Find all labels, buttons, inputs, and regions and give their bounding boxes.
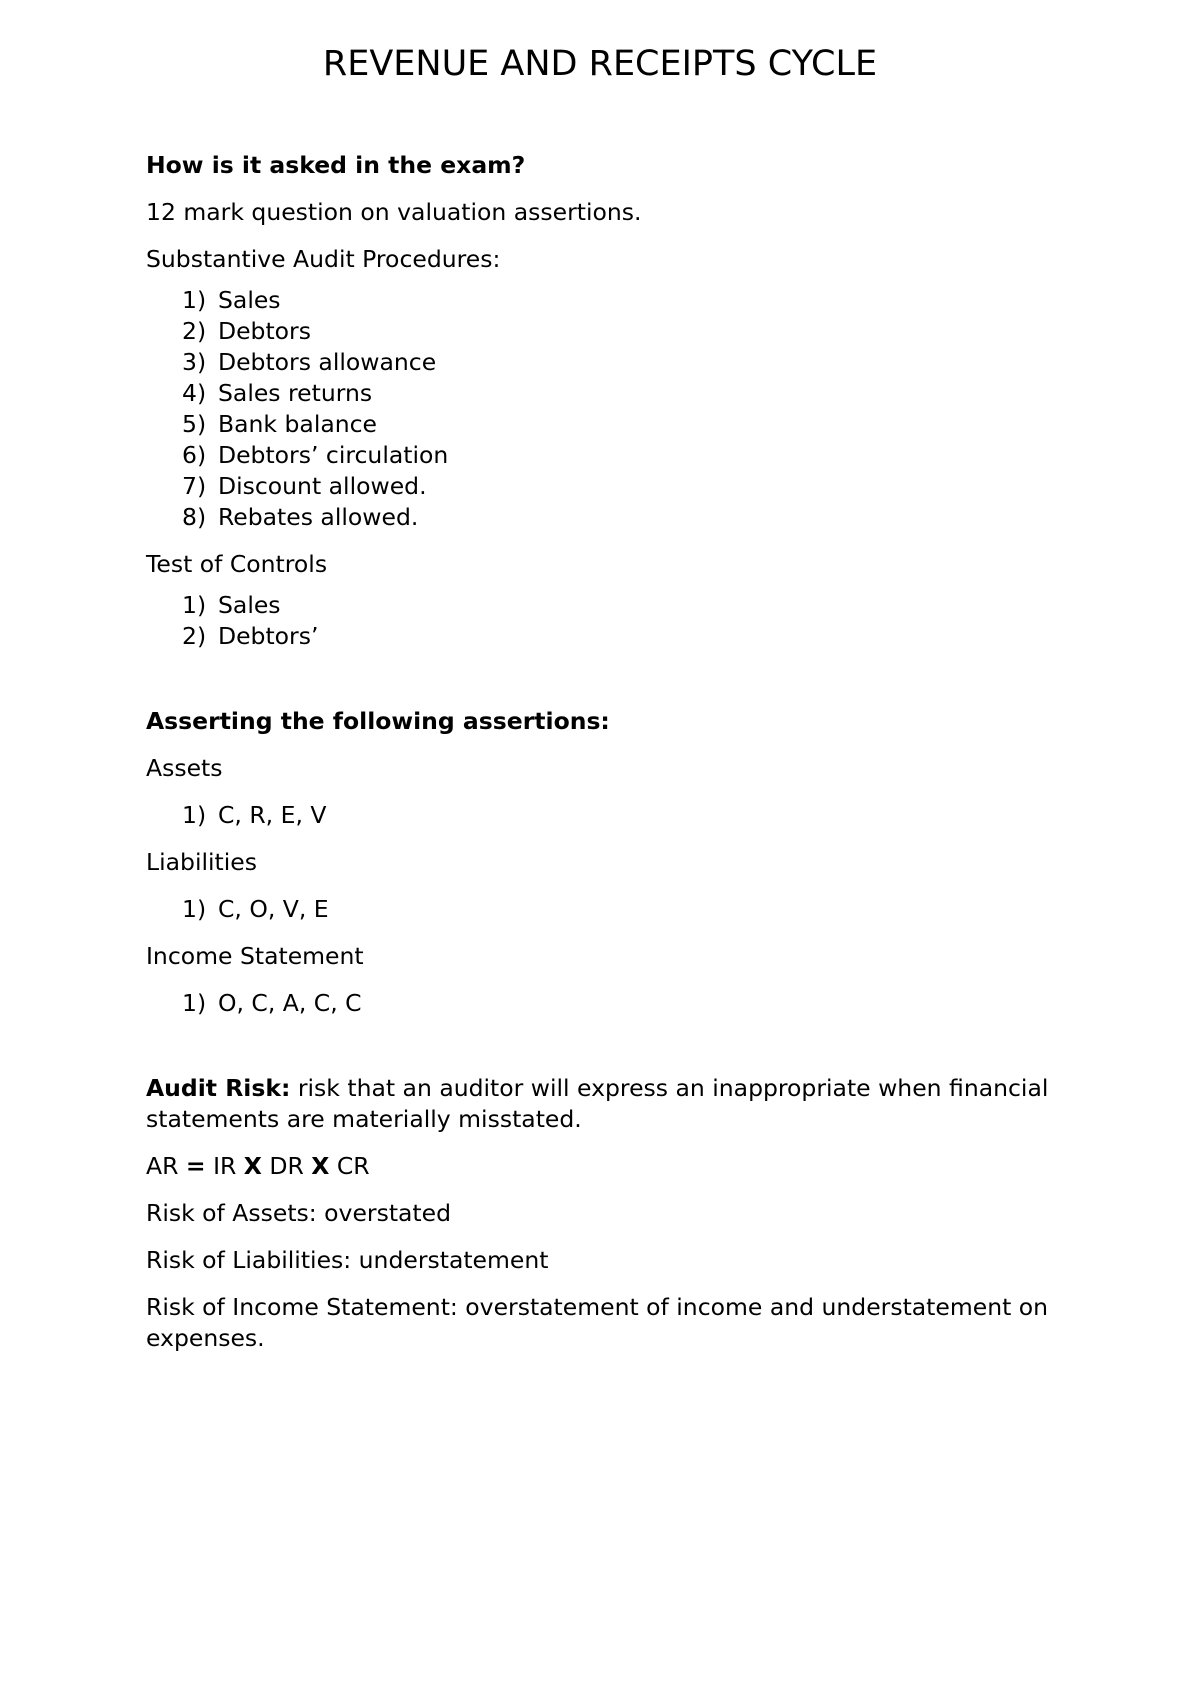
assertions-heading: Asserting the following assertions: <box>146 707 610 735</box>
exam-description: 12 mark question on valuation assertions. <box>146 198 642 226</box>
audit-risk-formula: AR = IR X DR X CR <box>146 1152 370 1180</box>
list-item: 8) Rebates allowed. <box>182 503 419 531</box>
list-item: 5) Bank balance <box>182 410 378 438</box>
liabilities-list <box>146 894 1066 925</box>
income-list <box>146 988 1066 1019</box>
controls-list <box>146 590 1066 652</box>
substantive-list <box>146 285 1066 533</box>
list-item: 2) Debtors’ <box>182 622 319 650</box>
document-body <box>146 150 1066 1370</box>
audit-risk-term: Audit Risk: <box>146 1074 291 1102</box>
assets-label: Assets <box>146 754 223 782</box>
spacer <box>146 668 1066 706</box>
audit-risk-definition <box>146 1073 1066 1135</box>
list-item: 3) Debtors allowance <box>182 348 437 376</box>
risk-liabilities: Risk of Liabilities: understatement <box>146 1246 549 1274</box>
income-label: Income Statement <box>146 942 364 970</box>
list-item: 6) Debtors’ circulation <box>182 441 449 469</box>
list-item: 1) Sales <box>182 286 281 314</box>
liabilities-label: Liabilities <box>146 848 257 876</box>
controls-label: Test of Controls <box>146 550 328 578</box>
list-item: 1) C, O, V, E <box>182 895 329 923</box>
assets-list <box>146 800 1066 831</box>
list-item: 1) O, C, A, C, C <box>182 989 362 1017</box>
list-item: 1) Sales <box>182 591 281 619</box>
audit-risk-text: risk that an auditor will express an inappropriate when financial statements are materially misstated. <box>146 1074 1049 1133</box>
substantive-label: Substantive Audit Procedures: <box>146 245 501 273</box>
risk-income: Risk of Income Statement: overstatement of income and understatement on expenses. <box>146 1293 1049 1352</box>
list-item: 1) C, R, E, V <box>182 801 327 829</box>
document-title: REVENUE AND RECEIPTS CYCLE <box>322 44 878 84</box>
risk-assets: Risk of Assets: overstated <box>146 1199 452 1227</box>
exam-heading: How is it asked in the exam? <box>146 151 526 179</box>
spacer <box>146 1035 1066 1073</box>
list-item: 2) Debtors <box>182 317 311 345</box>
list-item: 4) Sales returns <box>182 379 373 407</box>
list-item: 7) Discount allowed. <box>182 472 427 500</box>
